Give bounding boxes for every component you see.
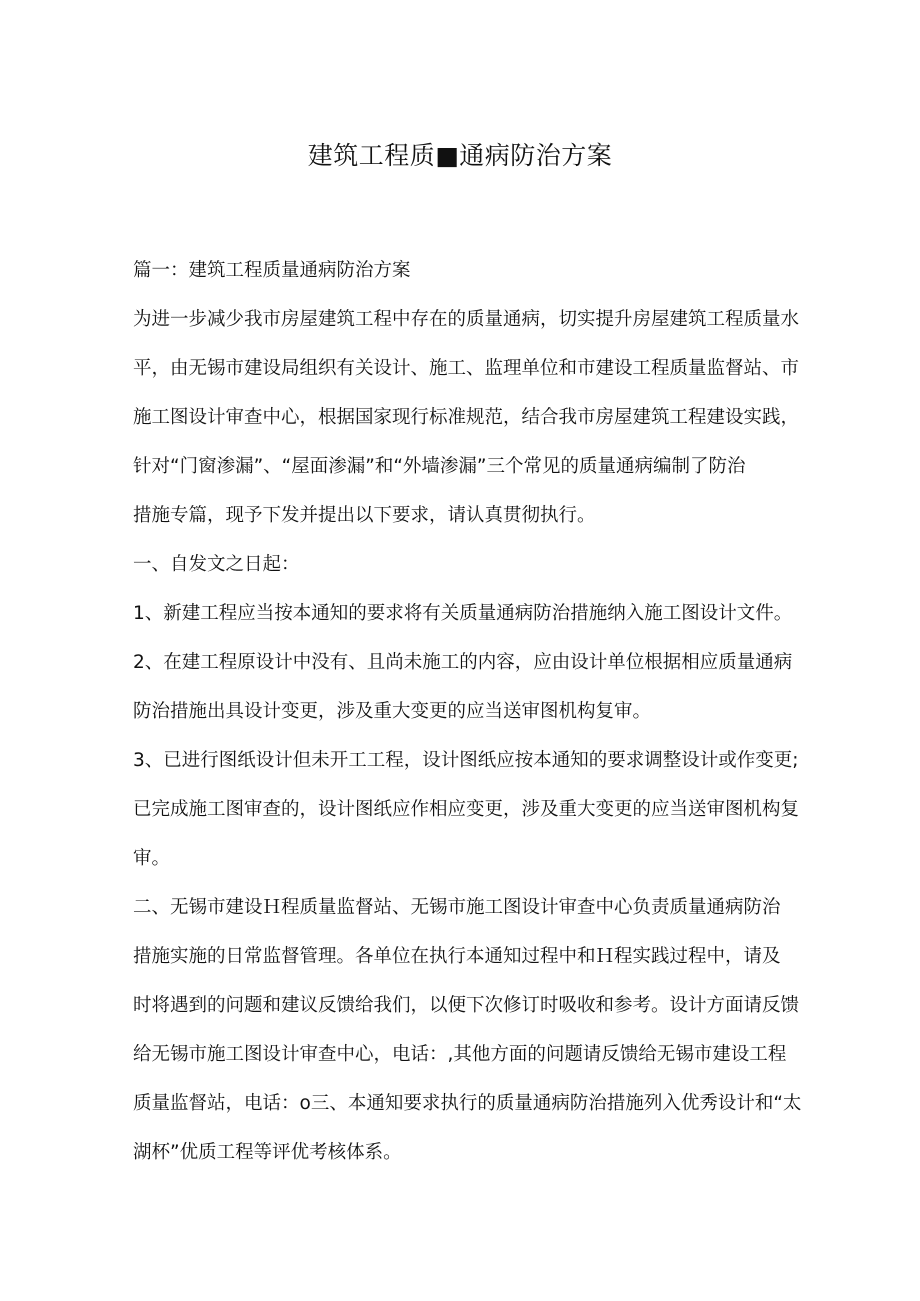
list-item: 3、已进行图纸设计但未开工工程，设计图纸应按本通知的要求调整设计或作变更; [133,750,799,771]
paragraph-line: 针对“门窗渗漏”、“屋面渗漏”和“外墙渗漏”三个常见的质量通病编制了防治 [133,456,746,477]
paragraph-line: 给无锡市施工图设计审查中心，电话：,其他方面的问题请反馈给无锡市建设工程 [133,1044,787,1065]
list-item: 1、新建工程应当按本通知的要求将有关质量通病防治措施纳入施工图设计文件。 [133,603,793,624]
paragraph-line: 质量监督站，电话：o三、本通知要求执行的质量通病防治措施列入优秀设计和“太 [133,1093,802,1114]
list-item-continuation: 已完成施工图审查的，设计图纸应作相应变更，涉及重大变更的应当送审图机构复 [133,799,800,820]
paragraph-line: 为进一步减少我市房屋建筑工程中存在的质量通病，切实提升房屋建筑工程质量水 [133,309,800,330]
section-heading: 篇一：建筑工程质量通病防治方案 [133,260,411,281]
paragraph-line: 平，由无锡市建设局组织有关设计、施工、监理单位和市建设工程质量监督站、市 [133,358,800,379]
list-item-continuation: 审。 [133,848,171,869]
list-item-continuation: 防治措施出具设计变更，涉及重大变更的应当送审图机构复审。 [133,701,652,722]
paragraph-line: 二、无锡市建设Ｈ程质量监督站、无锡市施工图设计审查中心负责质量通病防治 [133,897,781,918]
paragraph-line: 时将遇到的问题和建议反馈给我们，以便下次修订时吸收和参考。设计方面请反馈 [133,995,800,1016]
paragraph-line: 措施实施的日常监督管理。各单位在执行本通知过程中和Ｈ程实践过程中，请及 [133,946,781,967]
paragraph-line: 湖杯”优质工程等评优考核体系。 [133,1142,402,1163]
document-body [133,246,813,1177]
paragraph-line: 措施专篇，现予下发并提出以下要求，请认真贯彻执行。 [133,505,596,526]
document-title: 建筑工程质■通病防治方案 [307,141,613,170]
list-heading: 一、自发文之日起： [133,554,300,575]
list-item: 2、在建工程原设计中没有、且尚未施工的内容，应由设计单位根据相应质量通病 [133,652,793,673]
paragraph-line: 施工图设计审查中心，根据国家现行标准规范，结合我市房屋建筑工程建设实践， [133,407,800,428]
